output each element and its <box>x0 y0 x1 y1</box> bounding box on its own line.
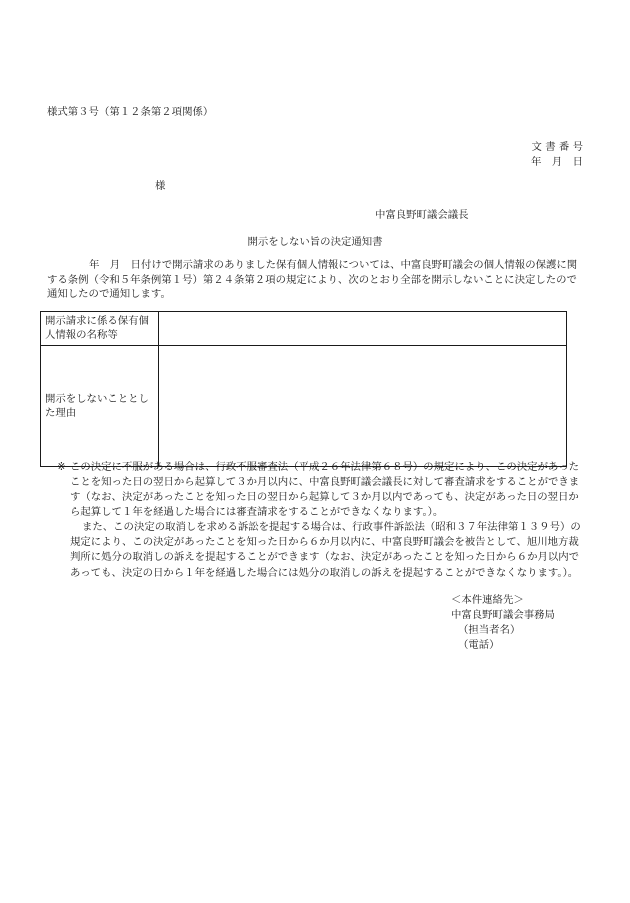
addressee-suffix: 様 <box>155 180 166 192</box>
personal-info-name-value <box>159 312 567 346</box>
contact-heading: ＜本件連絡先＞ <box>451 594 524 606</box>
note-paragraph-2: また、この決定の取消しを求める訴訟を提起する場合は、行政事件訴訟法（昭和３７年法律第１３９号）の規定により、この決定があったことを知った日から６か月以内に、中富良野町議会を被告として、旭川地方裁判所に処分の取消しの訴えを提起することができます（なお、決定があったことを知った日から６か月以内であっても、決定の日から１年を経過した場合には処分の取消しの訴えを提起することができなくなります。）。 <box>70 521 581 579</box>
contact-person: （担当者名） <box>458 624 521 637</box>
note-paragraph-1-text: この決定に不服がある場合は、行政不服審査法（平成２６年法律第６８号）の規定により、この決定があったことを知った日の翌日から起算して３か月以内に、中富良野町議会議長に対して審査請求をすることができます（なお、決定があったことを知った日の翌日から起算して３か月以内であっても、決定があった日の翌日から起算して１年を経過した場合には審査請求をすることができなくなります。）。 <box>70 461 580 519</box>
table-row <box>41 346 567 467</box>
table-label-cell <box>41 346 159 467</box>
form-number: 様式第３号（第１２条第２項関係） <box>47 106 214 118</box>
personal-info-name-label: 開示請求に係る保有個人情報の名称等 <box>45 315 149 342</box>
date-label: 年 月 日 <box>531 156 583 169</box>
contact-office: 中富良野町議会事務局 <box>451 609 555 622</box>
info-table <box>40 311 567 467</box>
note-mark: ※ <box>57 461 66 473</box>
contact-phone: （電話） <box>458 639 500 652</box>
table-row <box>41 312 567 346</box>
notes-section <box>57 460 584 581</box>
document-number-label: 文 書 番 号 <box>531 141 583 153</box>
reference-block <box>531 140 583 170</box>
document-title: 開示をしない旨の決定通知書 <box>247 236 383 248</box>
issuer-name: 中富良野町議会議長 <box>375 209 469 221</box>
note-paragraph <box>57 460 584 520</box>
non-disclosure-reason-label: 開示をしないこととした理由 <box>45 392 149 419</box>
body-paragraph: 年 月 日付けで開示請求のありました保有個人情報については、中富良野町議会の個人情報の保護に関する条例（令和５年条例第１号）第２４条第２項の規定により、次のとおり全部を開示しないことに決定したので通知したので通知します。 <box>47 259 578 301</box>
non-disclosure-reason-value <box>159 346 567 467</box>
table-label-cell <box>41 312 159 346</box>
contact-block <box>451 593 555 653</box>
